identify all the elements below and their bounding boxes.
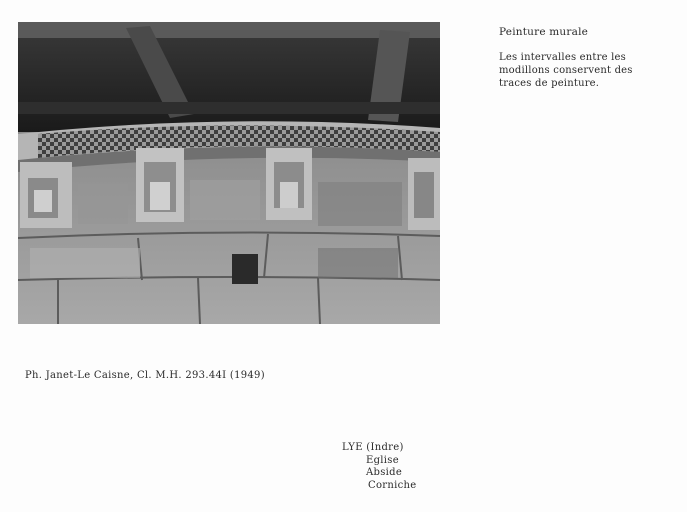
paint-trace <box>190 180 260 220</box>
paint-trace <box>318 182 402 226</box>
location-building: Eglise <box>366 454 399 466</box>
caption-description <box>499 51 669 90</box>
paint-trace <box>78 184 128 224</box>
putlog-hole <box>232 254 258 284</box>
location-block <box>342 442 416 492</box>
roof-edge <box>18 22 440 38</box>
caption-line: Les intervalles entre les <box>499 52 626 63</box>
location-detail: Corniche <box>368 479 417 491</box>
corbel-2 <box>136 148 184 222</box>
caption-line: modillons conservent des <box>499 65 633 76</box>
corniche-photo-illustration <box>18 22 440 324</box>
stone-block <box>318 248 398 278</box>
stone-block <box>30 248 140 278</box>
archival-photograph <box>18 22 440 324</box>
timber-beam <box>18 102 440 114</box>
corbel-3 <box>266 148 312 220</box>
corbel-1 <box>20 162 72 228</box>
caption-line: traces de peinture. <box>499 78 600 89</box>
caption-title: Peinture murale <box>499 26 589 38</box>
location-place: LYE (Indre) <box>342 442 404 453</box>
photo-credit: Ph. Janet-Le Caisne, Cl. M.H. 293.44I (1949) <box>25 370 265 381</box>
corbel-4 <box>408 158 440 230</box>
location-part: Abside <box>366 467 403 478</box>
